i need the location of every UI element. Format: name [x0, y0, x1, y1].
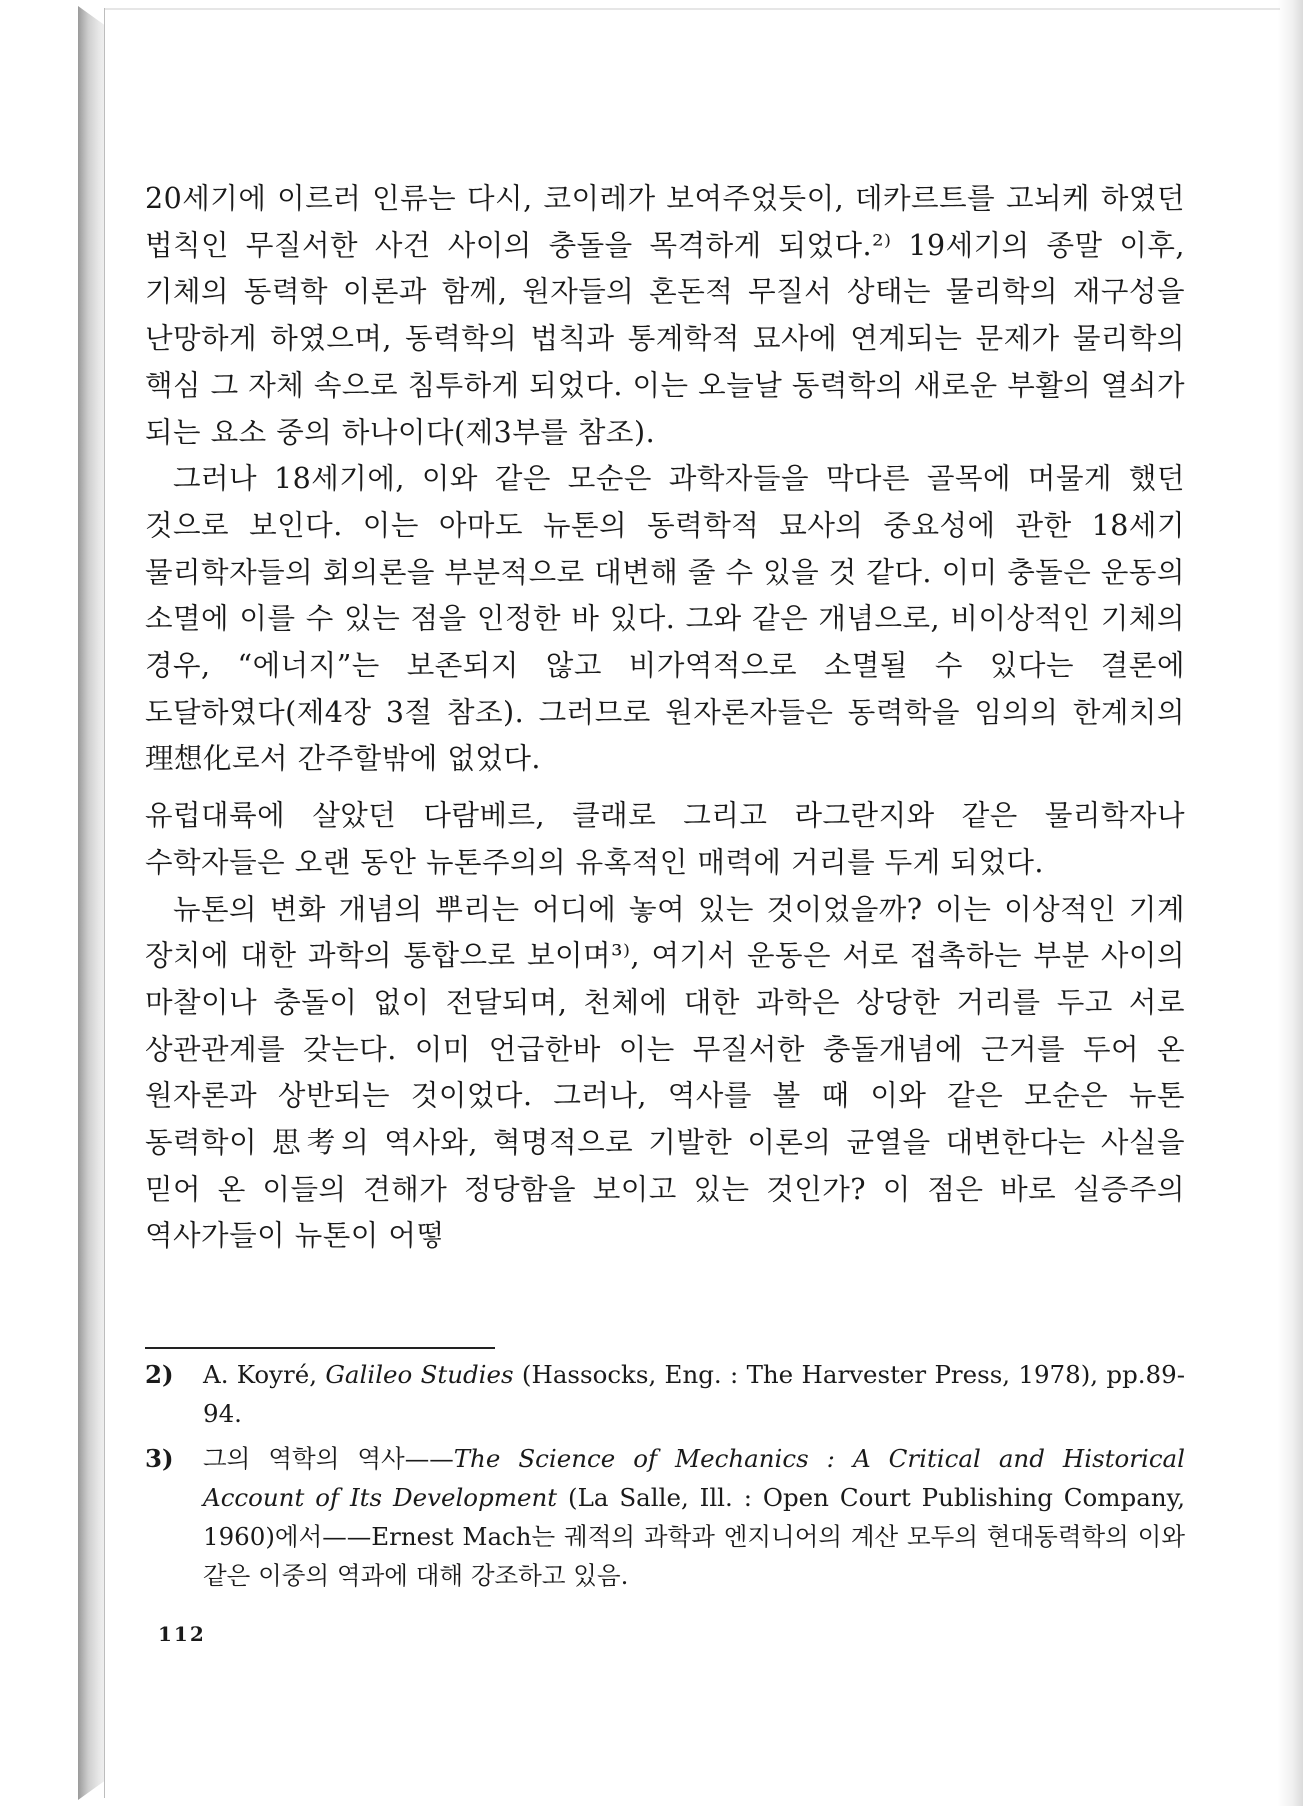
footnote-number: 3) — [145, 1444, 174, 1473]
footnote-title: The Science of Mechanics : A Critical and Historical Account of Its Development — [203, 1444, 1185, 1512]
footnote-author: A. Koyré, — [203, 1360, 326, 1389]
page-shadow — [1277, 0, 1303, 1806]
footnote-divider — [145, 1347, 495, 1349]
footnote-title: Galileo Studies — [325, 1360, 514, 1389]
paragraph-2: 그러나 18세기에, 이와 같은 모순은 과학자들을 막다른 골목에 머물게 했던 것으로 보인다. 이는 아마도 뉴톤의 동력학적 묘사의 중요성에 관한 18세기 물리학자들의 회의론을 부분적으로 대변해 줄 수 있을 것 같다. 이미 충돌은 운동의 소멸에 이를 수 있는 점을 인정한 바 있다. 그와 같은 개념으로, 비이상적인 기체의 경우, “에너지”는 보존되지 않고 비가역적으로 소멸될 수 있다는 결론에 도달하였다(제4장 3절 참조). 그러므로 원자론자들은 동력학을 임의의 한계치의 理想化로서 간주할밖에 없었다. — [145, 462, 1185, 776]
paragraph-1: 20세기에 이르러 인류는 다시, 코이레가 보여주었듯이, 데카르트를 고뇌케 하였던 법칙인 무질서한 사건 사이의 충돌을 목격하게 되었다.²⁾ 19세기의 종말 이후, 기체의 동력학 이론과 함께, 원자들의 혼돈적 무질서 상태는 물리학의 재구성을 난망하게 하였으며, 동력학의 법칙과 통계학적 묘사에 연계되는 문제가 물리학의 핵심 그 자체 속으로 침투하게 되었다. 이는 오늘날 동력학의 새로운 부활의 열쇠가 되는 요소 중의 하나이다(제3부를 참조). — [145, 182, 1185, 449]
paragraph-3: 유럽대륙에 살았던 다람베르, 클래로 그리고 라그란지와 같은 물리학자나 수학자들은 오랜 동안 뉴톤주의의 유혹적인 매력에 거리를 두게 되었다. — [145, 799, 1185, 879]
footnote-details: (Hassocks, Eng. : The Harvester Press, 1978), pp.89-94. — [203, 1360, 1185, 1428]
footnote-3 — [145, 1439, 1185, 1595]
footnote-details: (La Salle, Ill. : Open Court Publishing Company, 1960)에서——Ernest Mach는 궤적의 과학과 엔지니어의 계산 모두의 현대동력학의 이와 같은 이중의 역과에 대해 강조하고 있음. — [203, 1483, 1185, 1590]
body-text — [145, 176, 1185, 1260]
page-top-edge — [105, 8, 1280, 10]
footnote-2 — [145, 1355, 1185, 1433]
footnote-number: 2) — [145, 1360, 174, 1389]
paragraph-4: 뉴톤의 변화 개념의 뿌리는 어디에 놓여 있는 것이었을까? 이는 이상적인 기계 장치에 대한 과학의 통합으로 보이며³⁾, 여기서 운동은 서로 접촉하는 부분 사이의 마찰이나 충돌이 없이 전달되며, 천체에 대한 과학은 상당한 거리를 두고 서로 상관관계를 갖는다. 이미 언급한바 이는 무질서한 충돌개념에 근거를 두어 온 원자론과 상반되는 것이었다. 그러나, 역사를 볼 때 이와 같은 모순은 뉴톤 동력학이 思考의 역사와, 혁명적으로 기발한 이론의 균열을 대변한다는 사실을 믿어 온 이들의 견해가 정당함을 보이고 있는 것인가? 이 점은 바로 실증주의 역사가들이 뉴톤이 어떻 — [145, 892, 1185, 1253]
footnotes — [145, 1355, 1185, 1601]
page-number: 112 — [158, 1622, 206, 1646]
footnote-prefix: 그의 역학의 역사—— — [203, 1444, 454, 1473]
